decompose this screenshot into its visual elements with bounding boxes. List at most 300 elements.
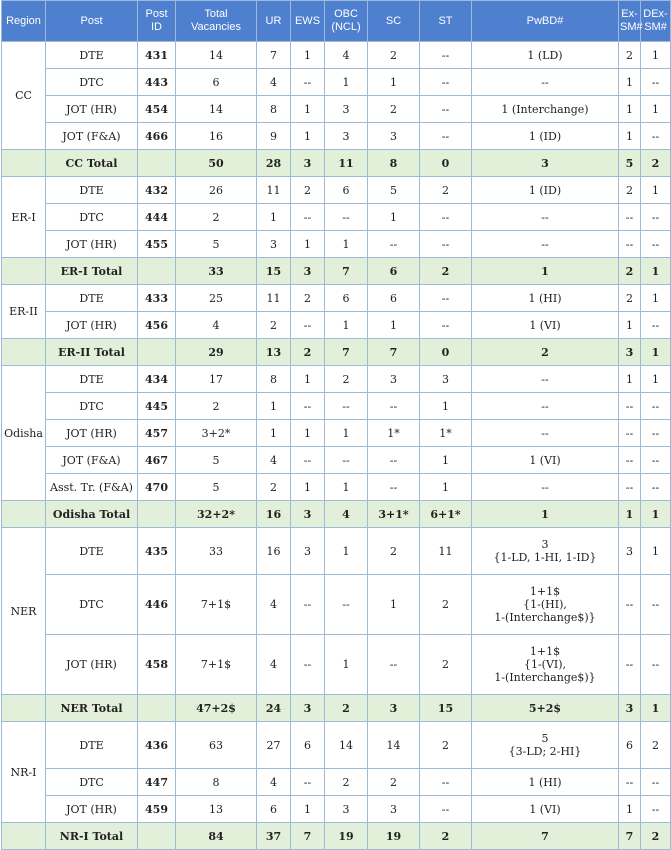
pwbd-line: -- bbox=[541, 75, 549, 89]
exsm-cell: -- bbox=[619, 769, 641, 796]
vacancy-table bbox=[1, 0, 671, 850]
st-cell: 2 bbox=[420, 575, 472, 635]
sc-cell: 3 bbox=[368, 695, 420, 722]
post-id-cell bbox=[138, 150, 176, 177]
exsm-cell: 6 bbox=[619, 722, 641, 769]
total-cell: 16 bbox=[176, 123, 257, 150]
ur-cell: 11 bbox=[257, 285, 291, 312]
pwbd-line: -- bbox=[541, 426, 549, 440]
sc-cell: 1 bbox=[368, 69, 420, 96]
sc-cell: 6 bbox=[368, 285, 420, 312]
pwbd-cell bbox=[472, 177, 619, 204]
dexsm-cell: 1 bbox=[641, 96, 671, 123]
post-cell: JOT (HR) bbox=[46, 635, 138, 695]
dexsm-cell: 1 bbox=[641, 339, 671, 366]
obc-cell: -- bbox=[325, 447, 368, 474]
post-cell: DTC bbox=[46, 769, 138, 796]
pwbd-line: 1 bbox=[541, 507, 549, 521]
dexsm-cell: 1 bbox=[641, 501, 671, 528]
post-cell: NER Total bbox=[46, 695, 138, 722]
obc-cell: 2 bbox=[325, 769, 368, 796]
post-id-cell: 467 bbox=[138, 447, 176, 474]
post-id-cell: 434 bbox=[138, 366, 176, 393]
total-row bbox=[2, 695, 671, 722]
total-cell: 47+2$ bbox=[176, 695, 257, 722]
st-cell: 1 bbox=[420, 393, 472, 420]
dexsm-cell: 1 bbox=[641, 258, 671, 285]
post-id-cell: 447 bbox=[138, 769, 176, 796]
sc-cell: 3 bbox=[368, 366, 420, 393]
header-total-line1: Total bbox=[204, 8, 228, 20]
total-row bbox=[2, 339, 671, 366]
total-row bbox=[2, 150, 671, 177]
post-id-cell: 436 bbox=[138, 722, 176, 769]
region-cell: ER-I bbox=[2, 177, 46, 258]
pwbd-line: 1 (HI) bbox=[528, 775, 562, 789]
sc-cell: 7 bbox=[368, 339, 420, 366]
post-cell: ER-II Total bbox=[46, 339, 138, 366]
total-cell: 2 bbox=[176, 204, 257, 231]
post-id-cell: 446 bbox=[138, 575, 176, 635]
exsm-cell: 3 bbox=[619, 339, 641, 366]
pwbd-line: {3-LD; 2-HI} bbox=[508, 745, 582, 758]
st-cell: -- bbox=[420, 123, 472, 150]
region-cell: NR-I bbox=[2, 722, 46, 823]
exsm-cell: 1 bbox=[619, 69, 641, 96]
exsm-cell: -- bbox=[619, 393, 641, 420]
ur-cell: 27 bbox=[257, 722, 291, 769]
exsm-cell: 3 bbox=[619, 528, 641, 575]
ur-cell: 4 bbox=[257, 575, 291, 635]
pwbd-cell bbox=[472, 258, 619, 285]
post-id-cell: 455 bbox=[138, 231, 176, 258]
dexsm-cell: 1 bbox=[641, 42, 671, 69]
dexsm-cell: 1 bbox=[641, 177, 671, 204]
header-st: ST bbox=[420, 1, 472, 42]
post-id-cell: 445 bbox=[138, 393, 176, 420]
st-cell: 2 bbox=[420, 177, 472, 204]
header-post-id bbox=[138, 1, 176, 42]
st-cell: -- bbox=[420, 96, 472, 123]
ews-cell: 3 bbox=[291, 695, 325, 722]
post-cell: DTC bbox=[46, 204, 138, 231]
pwbd-line: {1-(VI), bbox=[523, 658, 567, 671]
sc-cell: -- bbox=[368, 474, 420, 501]
ur-cell: 16 bbox=[257, 501, 291, 528]
pwbd-cell bbox=[472, 231, 619, 258]
pwbd-line: 7 bbox=[541, 829, 549, 843]
pwbd-line: 1 (VI) bbox=[529, 453, 561, 467]
pwbd-line: 1 (VI) bbox=[529, 318, 561, 332]
total-row bbox=[2, 823, 671, 850]
obc-cell: 3 bbox=[325, 123, 368, 150]
post-cell: JOT (F&A) bbox=[46, 447, 138, 474]
obc-cell: 1 bbox=[325, 312, 368, 339]
pwbd-cell bbox=[472, 339, 619, 366]
ur-cell: 7 bbox=[257, 42, 291, 69]
header-row bbox=[2, 1, 671, 42]
ews-cell: -- bbox=[291, 393, 325, 420]
ews-cell: -- bbox=[291, 575, 325, 635]
header-post-id-line1: Post bbox=[145, 8, 168, 20]
pwbd-cell bbox=[472, 123, 619, 150]
obc-cell: 7 bbox=[325, 258, 368, 285]
region-cell-empty bbox=[2, 258, 46, 285]
pwbd-line: 1+1$ bbox=[529, 585, 561, 598]
ur-cell: 1 bbox=[257, 420, 291, 447]
table-row bbox=[2, 420, 671, 447]
post-cell: DTC bbox=[46, 575, 138, 635]
sc-cell: 14 bbox=[368, 722, 420, 769]
table-row bbox=[2, 393, 671, 420]
post-cell: JOT (HR) bbox=[46, 96, 138, 123]
table-row bbox=[2, 204, 671, 231]
st-cell: 0 bbox=[420, 339, 472, 366]
post-id-cell: 433 bbox=[138, 285, 176, 312]
sc-cell: -- bbox=[368, 635, 420, 695]
region-cell-empty bbox=[2, 823, 46, 850]
exsm-cell: 1 bbox=[619, 312, 641, 339]
obc-cell: 1 bbox=[325, 635, 368, 695]
obc-cell: 4 bbox=[325, 501, 368, 528]
table-row bbox=[2, 177, 671, 204]
sc-cell: 8 bbox=[368, 150, 420, 177]
sc-cell: 2 bbox=[368, 42, 420, 69]
sc-cell: 19 bbox=[368, 823, 420, 850]
ews-cell: 3 bbox=[291, 501, 325, 528]
ur-cell: 15 bbox=[257, 258, 291, 285]
table-row bbox=[2, 366, 671, 393]
total-cell: 26 bbox=[176, 177, 257, 204]
ur-cell: 4 bbox=[257, 769, 291, 796]
pwbd-cell bbox=[472, 695, 619, 722]
dexsm-cell: -- bbox=[641, 447, 671, 474]
total-cell: 50 bbox=[176, 150, 257, 177]
pwbd-line: 1+1$ bbox=[529, 645, 561, 658]
total-cell: 14 bbox=[176, 96, 257, 123]
dexsm-cell: 1 bbox=[641, 366, 671, 393]
ews-cell: 1 bbox=[291, 796, 325, 823]
ews-cell: 1 bbox=[291, 420, 325, 447]
obc-cell: 3 bbox=[325, 96, 368, 123]
table-row bbox=[2, 312, 671, 339]
header-exsm bbox=[619, 1, 641, 42]
ews-cell: -- bbox=[291, 635, 325, 695]
exsm-cell: 1 bbox=[619, 123, 641, 150]
ur-cell: 3 bbox=[257, 231, 291, 258]
header-post-id-line2: ID bbox=[151, 21, 162, 33]
sc-cell: 1* bbox=[368, 420, 420, 447]
post-id-cell bbox=[138, 339, 176, 366]
sc-cell: -- bbox=[368, 447, 420, 474]
post-id-cell: 432 bbox=[138, 177, 176, 204]
obc-cell: 3 bbox=[325, 796, 368, 823]
total-cell: 3+2* bbox=[176, 420, 257, 447]
pwbd-line: 1-(Interchange$)} bbox=[494, 611, 596, 624]
ews-cell: 3 bbox=[291, 150, 325, 177]
pwbd-cell bbox=[472, 447, 619, 474]
pwbd-line: 5 bbox=[541, 732, 549, 745]
st-cell: 3 bbox=[420, 366, 472, 393]
ews-cell: 2 bbox=[291, 339, 325, 366]
dexsm-cell: -- bbox=[641, 769, 671, 796]
table-row bbox=[2, 42, 671, 69]
total-cell: 33 bbox=[176, 258, 257, 285]
pwbd-cell bbox=[472, 69, 619, 96]
obc-cell: 1 bbox=[325, 69, 368, 96]
obc-cell: 14 bbox=[325, 722, 368, 769]
pwbd-cell bbox=[472, 823, 619, 850]
total-cell: 14 bbox=[176, 42, 257, 69]
pwbd-line: 1 bbox=[541, 264, 549, 278]
dexsm-cell: -- bbox=[641, 420, 671, 447]
region-cell-empty bbox=[2, 501, 46, 528]
ur-cell: 4 bbox=[257, 69, 291, 96]
post-id-cell bbox=[138, 823, 176, 850]
obc-cell: -- bbox=[325, 393, 368, 420]
dexsm-cell: -- bbox=[641, 69, 671, 96]
pwbd-cell bbox=[472, 501, 619, 528]
dexsm-cell: 2 bbox=[641, 150, 671, 177]
pwbd-cell bbox=[472, 528, 619, 575]
exsm-cell: 2 bbox=[619, 42, 641, 69]
post-id-cell bbox=[138, 501, 176, 528]
post-cell: DTE bbox=[46, 366, 138, 393]
post-cell: JOT (HR) bbox=[46, 796, 138, 823]
post-id-cell: 443 bbox=[138, 69, 176, 96]
st-cell: 2 bbox=[420, 722, 472, 769]
pwbd-cell bbox=[472, 575, 619, 635]
post-id-cell: 470 bbox=[138, 474, 176, 501]
sc-cell: 6 bbox=[368, 258, 420, 285]
ews-cell: -- bbox=[291, 312, 325, 339]
exsm-cell: 7 bbox=[619, 823, 641, 850]
exsm-cell: 1 bbox=[619, 96, 641, 123]
exsm-cell: 1 bbox=[619, 796, 641, 823]
total-cell: 5 bbox=[176, 474, 257, 501]
ur-cell: 2 bbox=[257, 312, 291, 339]
st-cell: 2 bbox=[420, 635, 472, 695]
header-pwbd: PwBD# bbox=[472, 1, 619, 42]
ur-cell: 24 bbox=[257, 695, 291, 722]
total-cell: 33 bbox=[176, 528, 257, 575]
ews-cell: 2 bbox=[291, 177, 325, 204]
ews-cell: -- bbox=[291, 769, 325, 796]
total-cell: 5 bbox=[176, 447, 257, 474]
sc-cell: 1 bbox=[368, 204, 420, 231]
header-ews: EWS bbox=[291, 1, 325, 42]
ews-cell: 1 bbox=[291, 231, 325, 258]
post-cell: Asst. Tr. (F&A) bbox=[46, 474, 138, 501]
header-dexsm-line1: DEx- bbox=[643, 8, 668, 20]
post-id-cell: 444 bbox=[138, 204, 176, 231]
post-cell: JOT (HR) bbox=[46, 420, 138, 447]
obc-cell: 19 bbox=[325, 823, 368, 850]
ews-cell: 1 bbox=[291, 474, 325, 501]
table-row bbox=[2, 69, 671, 96]
ur-cell: 8 bbox=[257, 366, 291, 393]
total-cell: 13 bbox=[176, 796, 257, 823]
exsm-cell: 1 bbox=[619, 501, 641, 528]
header-total-vacancies bbox=[176, 1, 257, 42]
total-cell: 8 bbox=[176, 769, 257, 796]
table-row bbox=[2, 635, 671, 695]
pwbd-cell bbox=[472, 150, 619, 177]
header-region: Region bbox=[2, 1, 46, 42]
exsm-cell: 2 bbox=[619, 258, 641, 285]
table-row bbox=[2, 474, 671, 501]
region-cell-empty bbox=[2, 150, 46, 177]
post-cell: DTC bbox=[46, 393, 138, 420]
header-dexsm bbox=[641, 1, 671, 42]
total-cell: 63 bbox=[176, 722, 257, 769]
exsm-cell: -- bbox=[619, 474, 641, 501]
ur-cell: 13 bbox=[257, 339, 291, 366]
st-cell: 6+1* bbox=[420, 501, 472, 528]
exsm-cell: 3 bbox=[619, 695, 641, 722]
total-cell: 5 bbox=[176, 231, 257, 258]
sc-cell: 1 bbox=[368, 575, 420, 635]
obc-cell: 7 bbox=[325, 339, 368, 366]
obc-cell: 1 bbox=[325, 474, 368, 501]
table-row bbox=[2, 123, 671, 150]
sc-cell: 3 bbox=[368, 123, 420, 150]
table-body bbox=[2, 42, 671, 850]
dexsm-cell: 1 bbox=[641, 695, 671, 722]
exsm-cell: -- bbox=[619, 575, 641, 635]
ur-cell: 4 bbox=[257, 447, 291, 474]
exsm-cell: 2 bbox=[619, 177, 641, 204]
pwbd-line: 1 (ID) bbox=[528, 183, 562, 197]
ews-cell: 3 bbox=[291, 528, 325, 575]
pwbd-cell bbox=[472, 722, 619, 769]
exsm-cell: 5 bbox=[619, 150, 641, 177]
post-id-cell bbox=[138, 258, 176, 285]
st-cell: -- bbox=[420, 42, 472, 69]
table-row bbox=[2, 769, 671, 796]
exsm-cell: 2 bbox=[619, 285, 641, 312]
ur-cell: 11 bbox=[257, 177, 291, 204]
st-cell: -- bbox=[420, 796, 472, 823]
pwbd-cell bbox=[472, 474, 619, 501]
dexsm-cell: 2 bbox=[641, 823, 671, 850]
header-total-line2: Vacancies bbox=[191, 21, 241, 33]
st-cell: 1* bbox=[420, 420, 472, 447]
total-cell: 29 bbox=[176, 339, 257, 366]
post-cell: DTE bbox=[46, 722, 138, 769]
ur-cell: 2 bbox=[257, 474, 291, 501]
pwbd-cell bbox=[472, 420, 619, 447]
pwbd-line: 1 (VI) bbox=[529, 802, 561, 816]
sc-cell: 2 bbox=[368, 96, 420, 123]
pwbd-cell bbox=[472, 393, 619, 420]
pwbd-line: 1 (Interchange) bbox=[501, 102, 589, 116]
obc-cell: 1 bbox=[325, 231, 368, 258]
pwbd-line: 1 (HI) bbox=[528, 291, 562, 305]
post-id-cell: 459 bbox=[138, 796, 176, 823]
exsm-cell: 1 bbox=[619, 366, 641, 393]
pwbd-line: 3 bbox=[541, 538, 549, 551]
pwbd-line: -- bbox=[541, 372, 549, 386]
pwbd-cell bbox=[472, 96, 619, 123]
pwbd-line: -- bbox=[541, 480, 549, 494]
ur-cell: 1 bbox=[257, 204, 291, 231]
post-cell: CC Total bbox=[46, 150, 138, 177]
total-cell: 6 bbox=[176, 69, 257, 96]
obc-cell: 6 bbox=[325, 285, 368, 312]
exsm-cell: -- bbox=[619, 231, 641, 258]
obc-cell: 11 bbox=[325, 150, 368, 177]
pwbd-cell bbox=[472, 42, 619, 69]
dexsm-cell: -- bbox=[641, 635, 671, 695]
pwbd-cell bbox=[472, 312, 619, 339]
ur-cell: 9 bbox=[257, 123, 291, 150]
post-cell: JOT (F&A) bbox=[46, 123, 138, 150]
obc-cell: 2 bbox=[325, 366, 368, 393]
region-cell: Odisha bbox=[2, 366, 46, 501]
post-id-cell: 466 bbox=[138, 123, 176, 150]
header-obc bbox=[325, 1, 368, 42]
dexsm-cell: -- bbox=[641, 123, 671, 150]
ur-cell: 4 bbox=[257, 635, 291, 695]
ews-cell: 1 bbox=[291, 96, 325, 123]
table-row bbox=[2, 575, 671, 635]
total-row bbox=[2, 501, 671, 528]
pwbd-line: -- bbox=[541, 210, 549, 224]
exsm-cell: -- bbox=[619, 420, 641, 447]
st-cell: -- bbox=[420, 204, 472, 231]
post-cell: DTE bbox=[46, 285, 138, 312]
sc-cell: 5 bbox=[368, 177, 420, 204]
post-id-cell: 458 bbox=[138, 635, 176, 695]
st-cell: 0 bbox=[420, 150, 472, 177]
post-cell: NR-I Total bbox=[46, 823, 138, 850]
header-post: Post bbox=[46, 1, 138, 42]
post-id-cell: 454 bbox=[138, 96, 176, 123]
table-row bbox=[2, 231, 671, 258]
sc-cell: 2 bbox=[368, 528, 420, 575]
dexsm-cell: -- bbox=[641, 575, 671, 635]
post-cell: DTE bbox=[46, 528, 138, 575]
header-sc: SC bbox=[368, 1, 420, 42]
ews-cell: -- bbox=[291, 204, 325, 231]
header-exsm-line2: SM# bbox=[620, 21, 643, 33]
sc-cell: 2 bbox=[368, 769, 420, 796]
st-cell: -- bbox=[420, 231, 472, 258]
post-cell: DTE bbox=[46, 177, 138, 204]
pwbd-line: {1-(HI), bbox=[523, 598, 567, 611]
region-cell-empty bbox=[2, 339, 46, 366]
table-row bbox=[2, 447, 671, 474]
ews-cell: 1 bbox=[291, 42, 325, 69]
ur-cell: 28 bbox=[257, 150, 291, 177]
region-cell: NER bbox=[2, 528, 46, 695]
table-row bbox=[2, 722, 671, 769]
post-id-cell: 431 bbox=[138, 42, 176, 69]
region-cell: ER-II bbox=[2, 285, 46, 339]
ur-cell: 37 bbox=[257, 823, 291, 850]
st-cell: 1 bbox=[420, 474, 472, 501]
table-row bbox=[2, 96, 671, 123]
post-id-cell: 457 bbox=[138, 420, 176, 447]
ur-cell: 6 bbox=[257, 796, 291, 823]
ews-cell: 3 bbox=[291, 258, 325, 285]
pwbd-line: 5+2$ bbox=[528, 701, 562, 715]
sc-cell: -- bbox=[368, 393, 420, 420]
total-cell: 25 bbox=[176, 285, 257, 312]
sc-cell: 3 bbox=[368, 796, 420, 823]
ews-cell: 6 bbox=[291, 722, 325, 769]
